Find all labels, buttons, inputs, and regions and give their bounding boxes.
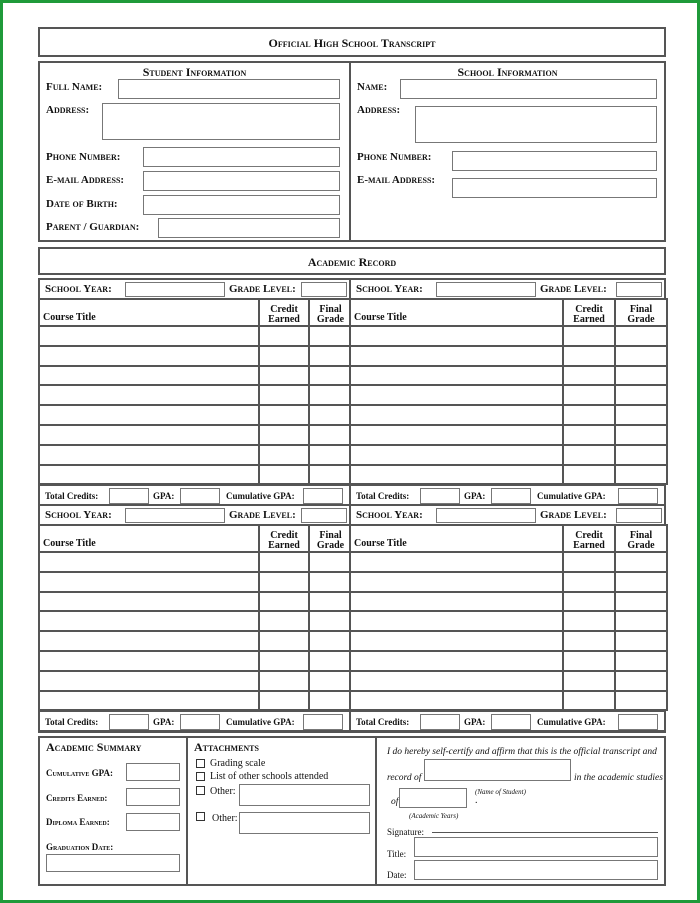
school-email-field[interactable]: [452, 178, 657, 198]
diploma-earned-label: Diploma Earned:: [46, 817, 110, 827]
year-3-gpa-label: GPA:: [153, 717, 175, 727]
year-4-gpa-label: GPA:: [464, 717, 486, 727]
year-4-cumulative-gpa-label: Cumulative GPA:: [537, 717, 606, 727]
grade-cell[interactable]: [309, 346, 352, 366]
year-4-cumulative-gpa-field[interactable]: [618, 714, 658, 730]
year-1-grade-level-field[interactable]: [301, 282, 347, 297]
grade-cell[interactable]: [309, 631, 352, 651]
year-3-totals: [38, 710, 351, 732]
year-2-header: [349, 278, 666, 300]
credits-earned-label: Credits Earned:: [46, 793, 108, 803]
course-title-cell[interactable]: [39, 366, 259, 386]
guardian-label: Parent / Guardian:: [46, 221, 140, 233]
year-3-total-credits-field[interactable]: [109, 714, 149, 730]
year-4-course-table: [349, 524, 668, 711]
course-title-cell[interactable]: [350, 631, 563, 651]
table-row: [350, 445, 667, 465]
full-name-label: Full Name:: [46, 81, 103, 93]
table-row: [350, 326, 667, 346]
in-studies-label: in the academic studies: [574, 773, 663, 783]
credit-cell[interactable]: [259, 671, 309, 691]
table-row: [39, 445, 352, 465]
course-title-cell[interactable]: [39, 611, 259, 631]
other-2-field[interactable]: [239, 812, 370, 834]
year-1-grade-level-label: Grade Level:: [229, 283, 296, 295]
academic-record-heading: Academic Record: [307, 255, 397, 269]
year-4-gpa-field[interactable]: [491, 714, 531, 730]
academic-summary-heading: Academic Summary: [46, 740, 142, 754]
credit-cell[interactable]: [563, 465, 615, 485]
course-title-cell[interactable]: [39, 631, 259, 651]
year-1-gpa-label: GPA:: [153, 491, 175, 501]
course-title-cell[interactable]: [350, 385, 563, 405]
grade-cell[interactable]: [309, 385, 352, 405]
school-address-label: Address:: [357, 104, 401, 116]
year-2-cumulative-gpa-label: Cumulative GPA:: [537, 491, 606, 501]
year-3-final-header: [309, 525, 352, 552]
credit-label: Credit: [270, 304, 298, 315]
other-schools-label: List of other schools attended: [210, 771, 329, 782]
student-address-field[interactable]: [102, 103, 340, 140]
grade-cell[interactable]: [309, 572, 352, 592]
table-row: [350, 592, 667, 612]
table-row: [350, 465, 667, 485]
year-2-final-header: [615, 299, 667, 326]
year-1-school-year-field[interactable]: [125, 282, 225, 297]
year-2-total-credits-field[interactable]: [420, 488, 460, 504]
year-1-school-year-label: School Year:: [45, 283, 112, 295]
course-title-cell[interactable]: [350, 572, 563, 592]
title-box: [38, 27, 666, 57]
year-1-gpa-field[interactable]: [180, 488, 220, 504]
final-label: Final: [319, 530, 342, 541]
school-phone-field[interactable]: [452, 151, 657, 171]
grade-cell[interactable]: [309, 405, 352, 425]
table-row: [350, 631, 667, 651]
table-row: [39, 425, 352, 445]
credit-cell[interactable]: [259, 385, 309, 405]
year-3-grade-level-field[interactable]: [301, 508, 347, 523]
credit-cell[interactable]: [563, 611, 615, 631]
course-title-cell[interactable]: [39, 691, 259, 711]
year-1-total-credits-field[interactable]: [109, 488, 149, 504]
year-3-cumulative-gpa-label: Cumulative GPA:: [226, 717, 295, 727]
course-title-cell[interactable]: [350, 671, 563, 691]
school-name-label: Name:: [357, 81, 388, 93]
course-title-cell[interactable]: [350, 346, 563, 366]
grading-scale-checkbox[interactable]: [196, 759, 205, 768]
credit-label: Credit: [575, 304, 603, 315]
credit-cell[interactable]: [259, 465, 309, 485]
earned-label: Earned: [268, 540, 300, 551]
credit-label: Credit: [270, 530, 298, 541]
student-info-heading: Student Information: [142, 65, 247, 79]
final-label: Final: [319, 304, 342, 315]
grade-cell[interactable]: [615, 631, 667, 651]
grade-cell[interactable]: [615, 691, 667, 711]
graduation-date-field[interactable]: [46, 854, 180, 872]
grade-cell[interactable]: [309, 425, 352, 445]
graduation-date-label: Graduation Date:: [46, 842, 114, 852]
grade-cell[interactable]: [615, 552, 667, 572]
year-2-gpa-field[interactable]: [491, 488, 531, 504]
credit-cell[interactable]: [563, 671, 615, 691]
dob-label: Date of Birth:: [46, 198, 118, 210]
year-4-header: [349, 504, 666, 526]
credit-cell[interactable]: [259, 651, 309, 671]
grade-cell[interactable]: [615, 592, 667, 612]
grade-cell[interactable]: [615, 385, 667, 405]
year-4-total-credits-label: Total Credits:: [356, 717, 410, 727]
year-1-cumulative-gpa-field[interactable]: [303, 488, 343, 504]
table-row: [39, 326, 352, 346]
year-4-school-year-label: School Year:: [356, 509, 423, 521]
phone-label: Phone Number:: [46, 151, 121, 163]
dob-field[interactable]: [143, 195, 340, 215]
credit-cell[interactable]: [563, 366, 615, 386]
table-row: [350, 405, 667, 425]
course-title-cell[interactable]: [350, 651, 563, 671]
grade-cell[interactable]: [615, 346, 667, 366]
date-label: Date:: [387, 870, 407, 880]
course-title-cell[interactable]: [39, 671, 259, 691]
year-2-school-year-field[interactable]: [436, 282, 536, 297]
other-1-label: Other:: [210, 786, 236, 797]
course-title-cell[interactable]: [39, 346, 259, 366]
final-label: Final: [629, 304, 653, 315]
years-period: .: [475, 795, 478, 806]
year-1-header: [38, 278, 351, 300]
table-row: [39, 346, 352, 366]
earned-label: Earned: [573, 314, 605, 325]
other-1-field[interactable]: [239, 784, 370, 806]
grade-cell[interactable]: [615, 465, 667, 485]
credit-cell[interactable]: [259, 552, 309, 572]
signature-line[interactable]: [432, 832, 658, 833]
year-1-final-header: [309, 299, 352, 326]
student-info-section: [38, 61, 351, 242]
course-title-cell[interactable]: [350, 465, 563, 485]
grade-cell[interactable]: [309, 552, 352, 572]
record-of-label: record of: [387, 773, 422, 783]
course-title-cell[interactable]: [350, 592, 563, 612]
table-row: [39, 631, 352, 651]
year-4-school-year-field[interactable]: [436, 508, 536, 523]
school-info-heading: School Information: [457, 65, 558, 79]
other-2-checkbox[interactable]: [196, 812, 205, 821]
academic-summary-section: [38, 736, 188, 886]
title-label: Title:: [387, 849, 407, 859]
course-title-cell[interactable]: [350, 425, 563, 445]
year-1-total-credits-label: Total Credits:: [45, 491, 99, 501]
certification-section: [375, 736, 666, 886]
credit-cell[interactable]: [259, 405, 309, 425]
grade-cell[interactable]: [615, 651, 667, 671]
year-2-cumulative-gpa-field[interactable]: [618, 488, 658, 504]
year-4-grade-level-label: Grade Level:: [540, 509, 607, 521]
table-row: [350, 671, 667, 691]
credit-cell[interactable]: [563, 425, 615, 445]
years-hint: (Academic Years): [409, 812, 459, 820]
table-row: [39, 671, 352, 691]
academic-years-field[interactable]: [399, 788, 467, 808]
diploma-earned-field[interactable]: [126, 813, 180, 831]
earned-label: Earned: [573, 540, 605, 551]
of-label: of: [391, 797, 399, 807]
year-1-cumulative-gpa-label: Cumulative GPA:: [226, 491, 295, 501]
course-title-cell[interactable]: [39, 385, 259, 405]
date-field[interactable]: [414, 860, 658, 880]
page-title: Official High School Transcript: [268, 36, 436, 50]
certification-statement: I do hereby self-certify and affirm that this is the official transcript and: [387, 747, 657, 757]
credit-cell[interactable]: [563, 592, 615, 612]
credit-cell[interactable]: [563, 405, 615, 425]
course-title-cell[interactable]: [39, 592, 259, 612]
guardian-field[interactable]: [158, 218, 340, 238]
grade-cell[interactable]: [615, 445, 667, 465]
credit-cell[interactable]: [563, 572, 615, 592]
grade-cell[interactable]: [309, 671, 352, 691]
year-3-course-title-header: Course Title: [39, 525, 259, 552]
year-3-total-credits-label: Total Credits:: [45, 717, 99, 727]
credit-cell[interactable]: [259, 611, 309, 631]
credit-cell[interactable]: [259, 592, 309, 612]
year-4-total-credits-field[interactable]: [420, 714, 460, 730]
credit-cell[interactable]: [259, 445, 309, 465]
school-name-field[interactable]: [400, 79, 657, 99]
phone-field[interactable]: [143, 147, 340, 167]
credit-cell[interactable]: [259, 572, 309, 592]
credit-cell[interactable]: [259, 691, 309, 711]
grade-label: Grade: [316, 540, 345, 551]
year-4-course-title-header: Course Title: [350, 525, 563, 552]
course-title-cell[interactable]: [39, 552, 259, 572]
grade-cell[interactable]: [309, 326, 352, 346]
credit-label: Credit: [575, 530, 603, 541]
table-row: [350, 366, 667, 386]
table-row: [39, 552, 352, 572]
academic-record-header: [38, 247, 666, 275]
year-4-credit-header: [563, 525, 615, 552]
signature-label: Signature:: [387, 827, 424, 837]
year-2-total-credits-label: Total Credits:: [356, 491, 410, 501]
credit-cell[interactable]: [259, 425, 309, 445]
grading-scale-label: Grading scale: [210, 758, 266, 769]
table-row: [350, 425, 667, 445]
attachments-heading: Attachments: [194, 740, 259, 754]
grade-cell[interactable]: [615, 611, 667, 631]
table-row: [350, 385, 667, 405]
grade-cell[interactable]: [309, 691, 352, 711]
year-2-grade-level-field[interactable]: [616, 282, 662, 297]
final-label: Final: [629, 530, 653, 541]
year-1-course-table: [38, 298, 353, 485]
course-title-cell[interactable]: [39, 651, 259, 671]
table-row: [39, 405, 352, 425]
course-title-cell[interactable]: [350, 691, 563, 711]
grade-cell[interactable]: [309, 651, 352, 671]
grade-label: Grade: [627, 314, 655, 325]
other-schools-checkbox[interactable]: [196, 772, 205, 781]
course-title-cell[interactable]: [350, 405, 563, 425]
credit-cell[interactable]: [563, 385, 615, 405]
student-name-field[interactable]: [424, 759, 571, 781]
course-title-cell[interactable]: [350, 552, 563, 572]
year-4-final-header: [615, 525, 667, 552]
year-2-totals: [349, 484, 666, 506]
year-2-course-table: [349, 298, 668, 485]
year-3-cumulative-gpa-field[interactable]: [303, 714, 343, 730]
table-row: [350, 611, 667, 631]
course-title-cell[interactable]: [39, 405, 259, 425]
table-row: [39, 385, 352, 405]
credit-cell[interactable]: [563, 445, 615, 465]
table-row: [350, 572, 667, 592]
year-4-totals: [349, 710, 666, 732]
grade-cell[interactable]: [309, 366, 352, 386]
credit-cell[interactable]: [563, 691, 615, 711]
credits-earned-field[interactable]: [126, 788, 180, 806]
year-3-credit-header: [259, 525, 309, 552]
grade-cell[interactable]: [615, 405, 667, 425]
credit-cell[interactable]: [259, 631, 309, 651]
year-3-gpa-field[interactable]: [180, 714, 220, 730]
full-name-field[interactable]: [118, 79, 340, 99]
year-3-course-table: [38, 524, 353, 711]
credit-cell[interactable]: [563, 552, 615, 572]
title-field[interactable]: [414, 837, 658, 857]
table-row: [39, 465, 352, 485]
grade-cell[interactable]: [615, 366, 667, 386]
table-row: [39, 592, 352, 612]
email-field[interactable]: [143, 171, 340, 191]
table-row: [39, 611, 352, 631]
grade-cell[interactable]: [615, 425, 667, 445]
student-address-label: Address:: [46, 104, 90, 116]
grade-cell[interactable]: [309, 611, 352, 631]
grade-label: Grade: [316, 314, 345, 325]
grade-cell[interactable]: [309, 465, 352, 485]
credit-cell[interactable]: [563, 326, 615, 346]
attachments-section: [186, 736, 377, 886]
year-2-grade-level-label: Grade Level:: [540, 283, 607, 295]
email-label: E-mail Address:: [46, 174, 125, 186]
school-email-label: E-mail Address:: [357, 174, 436, 186]
grade-cell[interactable]: [615, 572, 667, 592]
grade-label: Grade: [627, 540, 655, 551]
school-phone-label: Phone Number:: [357, 151, 432, 163]
year-1-totals: [38, 484, 351, 506]
course-title-cell[interactable]: [39, 572, 259, 592]
table-row: [39, 651, 352, 671]
credit-cell[interactable]: [259, 326, 309, 346]
table-row: [350, 691, 667, 711]
course-title-cell[interactable]: [39, 465, 259, 485]
table-row: [350, 552, 667, 572]
table-row: [350, 346, 667, 366]
grade-cell[interactable]: [615, 671, 667, 691]
year-3-school-year-label: School Year:: [45, 509, 112, 521]
year-2-credit-header: [563, 299, 615, 326]
year-3-header: [38, 504, 351, 526]
credit-cell[interactable]: [563, 651, 615, 671]
course-title-cell[interactable]: [39, 425, 259, 445]
credit-cell[interactable]: [563, 631, 615, 651]
summary-cumulative-gpa-field[interactable]: [126, 763, 180, 781]
other-2-label: Other:: [212, 813, 238, 824]
year-1-course-title-header: Course Title: [39, 299, 259, 326]
year-3-school-year-field[interactable]: [125, 508, 225, 523]
earned-label: Earned: [268, 314, 300, 325]
credit-cell[interactable]: [259, 366, 309, 386]
summary-cumulative-gpa-label: Cumulative GPA:: [46, 768, 113, 778]
grade-cell[interactable]: [615, 326, 667, 346]
course-title-cell[interactable]: [39, 326, 259, 346]
course-title-cell[interactable]: [350, 445, 563, 465]
other-1-checkbox[interactable]: [196, 786, 205, 795]
course-title-cell[interactable]: [350, 366, 563, 386]
year-2-school-year-label: School Year:: [356, 283, 423, 295]
school-info-section: [349, 61, 666, 242]
year-2-gpa-label: GPA:: [464, 491, 486, 501]
course-title-cell[interactable]: [39, 445, 259, 465]
table-row: [350, 651, 667, 671]
name-hint: (Name of Student): [475, 788, 526, 796]
table-row: [39, 572, 352, 592]
year-1-credit-header: [259, 299, 309, 326]
table-row: [39, 691, 352, 711]
grade-cell[interactable]: [309, 445, 352, 465]
table-row: [39, 366, 352, 386]
year-3-grade-level-label: Grade Level:: [229, 509, 296, 521]
credit-cell[interactable]: [259, 346, 309, 366]
school-address-field[interactable]: [415, 106, 657, 143]
year-2-course-title-header: Course Title: [350, 299, 563, 326]
credit-cell[interactable]: [563, 346, 615, 366]
course-title-cell[interactable]: [350, 326, 563, 346]
course-title-cell[interactable]: [350, 611, 563, 631]
year-4-grade-level-field[interactable]: [616, 508, 662, 523]
grade-cell[interactable]: [309, 592, 352, 612]
